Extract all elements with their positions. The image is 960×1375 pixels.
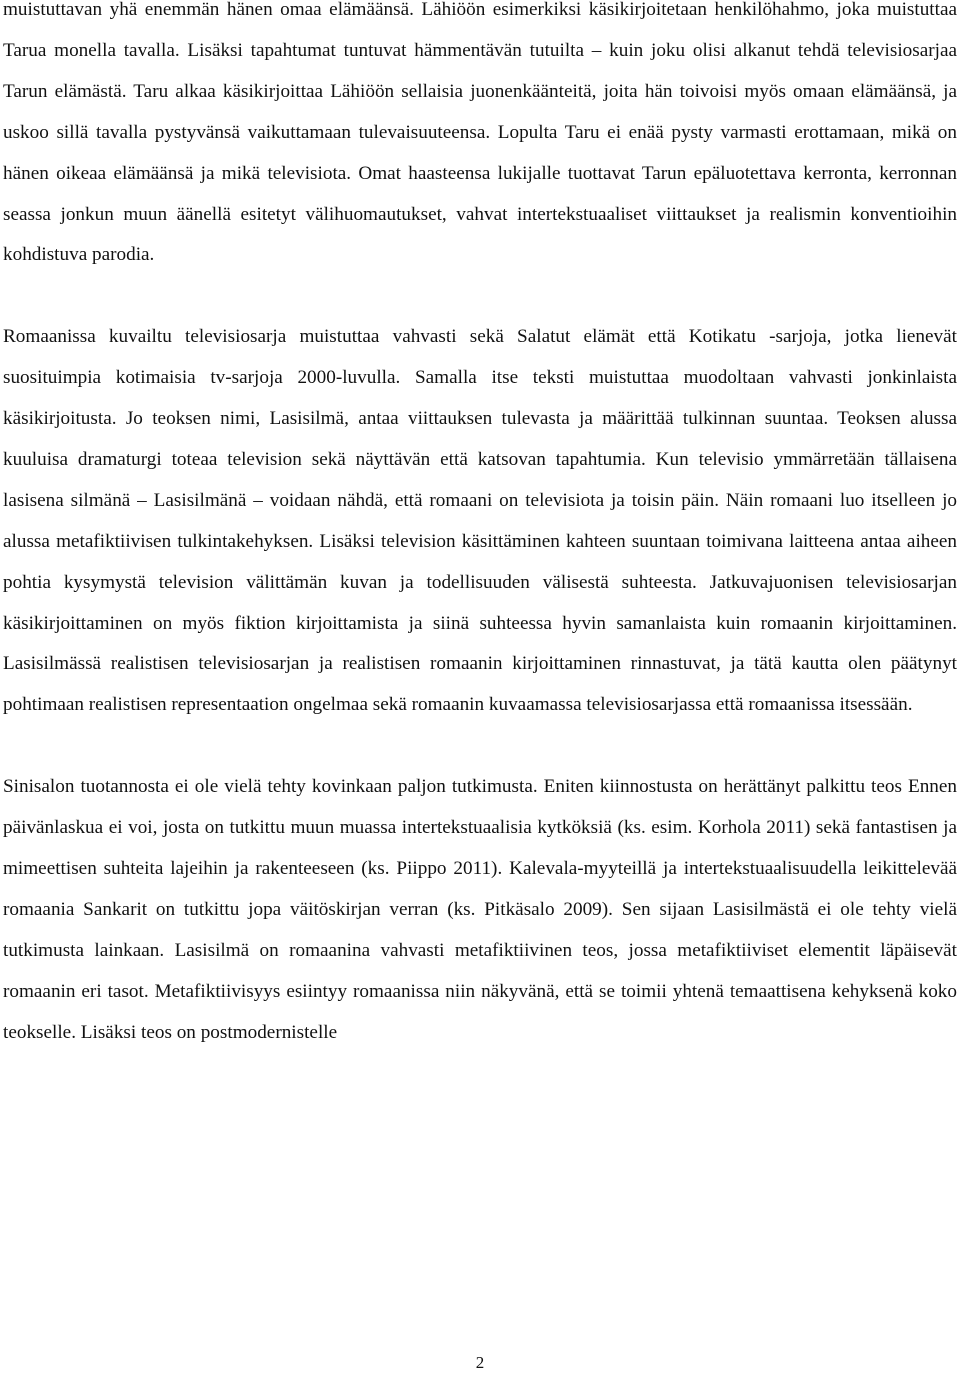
paragraph-2: Romaanissa kuvailtu televisiosarja muistuttaa vahvasti sekä Salatut elämät että Kotikatu -sarjoja, jotka lienevät suosituimpia kotimaisia tv-sarjoja 2000-luvulla. Samalla itse teksti muistuttaa muodoltaan vahvasti jonkinlaista käsikirjoitusta. Jo teoksen nimi, Lasisilmä, antaa viittauksen tulevasta ja määrittää tulkinnan suuntaa. Teoksen alussa kuuluisa dramaturgi toteaa television sekä näyttävän että katsovan tapahtumia. Kun televisio ymmärretään tällaisena lasisena silmänä – Lasisilmänä – voidaan nähdä, että romaani on televisiota ja toisin päin. Näin romaani luo itselleen jo alussa metafiktiivisen tulkintakehyksen. Lisäksi television käsittäminen kahteen suuntaan toimivana laitteena antaa aiheen pohtia kysymystä television välittämän kuvan ja todellisuuden välisestä suhteesta. Jatkuvajuonisen televisiosarjan käsikirjoittaminen on myös fiktion kirjoittamista ja siinä suhteessa hyvin samanlaista kuin romaanin kirjoittaminen. Lasisilmässä realistisen televisiosarjan ja realistisen romaanin kirjoittaminen rinnastuvat, ja tätä kautta olen päätynyt pohtimaan realistisen representaation ongelmaa sekä romaanin kuvaamassa televisiosarjassa että romaanissa itsessään. xyxy=(3,326,957,716)
paragraph-1: muistuttavan yhä enemmän hänen omaa elämäänsä. Lähiöön esimerkiksi käsikirjoitetaan henkilöhahmo, joka muistuttaa Tarua monella tavalla. Lisäksi tapahtumat tuntuvat hämmentävän tutuilta – kuin joku olisi alkanut tehdä televisiosarjaa Tarun elämästä. Taru alkaa käsikirjoittaa Lähiöön sellaisia juonenkäänteitä, joita hän toivoisi myös omaan elämäänsä, ja uskoo sillä tavalla pystyvänsä vaikuttamaan tulevaisuuteensa. Lopulta Taru ei enää pysty varmasti erottamaan, mikä on hänen oikeaa elämäänsä ja mikä televisiota. Omat haasteensa lukijalle tuottavat Tarun epäluotettava kerronta, kerronnan seassa jonkun muun äänellä esitetyt välihuomautukset, vahvat intertekstuaaliset viittaukset ja realismin konventioihin kohdistuva parodia. xyxy=(3,0,957,266)
paragraph-3: Sinisalon tuotannosta ei ole vielä tehty kovinkaan paljon tutkimusta. Eniten kiinnostusta on herättänyt palkittu teos Ennen päivänlaskua ei voi, josta on tutkittu muun muassa intertekstuaalisia kytköksiä (ks. esim. Korhola 2011) sekä fantastisen ja mimeettisen suhteita lajeihin ja rakenteeseen (ks. Piippo 2011). Kalevala-myyteillä ja intertekstuaalisuudella leikittelevää romaania Sankarit on tutkittu jopa väitöskirjan verran (ks. Pitkäsalo 2009). Sen sijaan Lasisilmästä ei ole tehty vielä tutkimusta lainkaan. Lasisilmä on romaanina vahvasti metafiktiivinen teos, jossa metafiktiiviset elementit läpäisevät romaanin eri tasot. Metafiktiivisyys esiintyy romaanissa niin näkyvänä, että se toimii yhtenä temaattisena kehyksenä koko teokselle. Lisäksi teos on postmodernistelle xyxy=(3,776,957,1043)
document-page xyxy=(3,0,957,1054)
page-number: 2 xyxy=(475,1353,485,1372)
